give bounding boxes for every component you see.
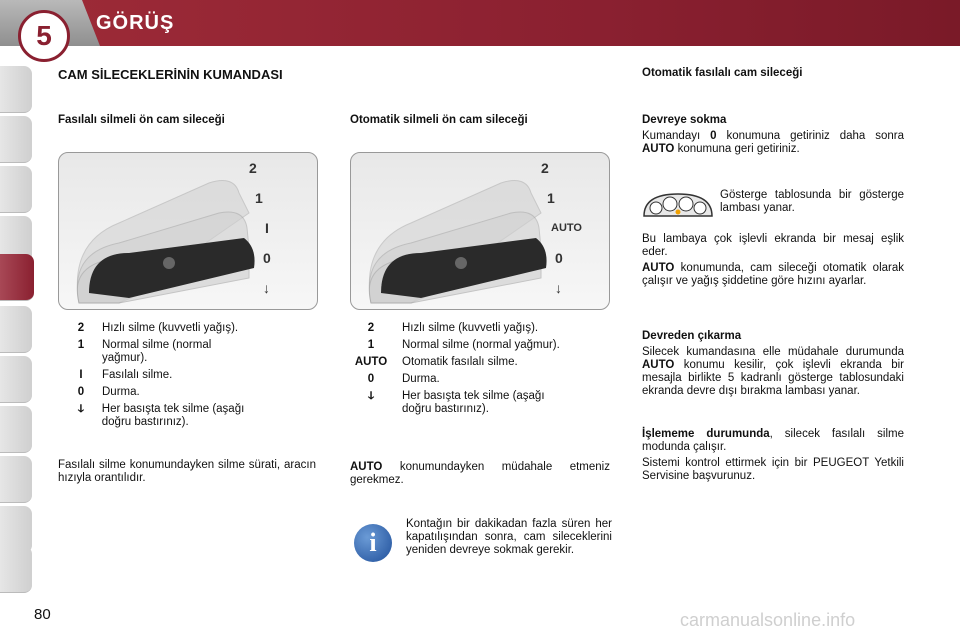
stalk-label: 0: [263, 250, 271, 266]
col3-heading: Otomatik fasılalı cam sileceği: [642, 67, 803, 79]
stalk-label: 0: [555, 250, 563, 266]
section-title: CAM SİLECEKLERİNİN KUMANDASI: [58, 67, 283, 82]
side-tab[interactable]: [0, 456, 32, 503]
legend-row: 2 Hızlı silme (kuvvetli yağış).: [77, 322, 239, 334]
stalk-label: I: [265, 220, 269, 236]
info-icon: i: [354, 524, 392, 562]
stalk-label: ↓: [555, 280, 562, 296]
legend-row: 1 Normal silme (normal yağmur).: [367, 339, 560, 351]
header-accent: [60, 0, 960, 46]
deactivation-heading: Devreden çıkarma: [642, 330, 742, 342]
legend-row: ↆ Her basışta tek silme (aşağı doğru bastırınız).: [77, 403, 245, 428]
watermark: carmanualsonline.info: [680, 610, 856, 630]
page-number: 80: [34, 606, 51, 623]
legend-row: 2 Hızlı silme (kuvvetli yağış).: [367, 322, 539, 334]
stalk-label: ↓: [263, 280, 270, 296]
chapter-number: 5: [18, 10, 70, 62]
legend-row: 1 Normal silme (normal yağmur).: [77, 339, 212, 364]
gauge-text: Gösterge tablosunda bir gösterge lambası yanar.: [720, 189, 904, 214]
col2-legend: [348, 322, 588, 420]
col1-legend: [70, 322, 270, 433]
legend-row: ↆ Her basışta tek silme (aşağı doğru bastırınız).: [367, 390, 545, 415]
col3-p5: İşlememe durumunda, silecek fasılalı silme modunda çalışır.: [642, 428, 904, 453]
col1-heading: Fasılalı silmeli ön cam sileceği: [58, 114, 225, 126]
wiper-stalk-image-1: [58, 152, 318, 310]
wiper-stalk-image-2: [350, 152, 610, 310]
legend-row: 0 Durma.: [367, 373, 440, 385]
instrument-cluster-icon: [642, 190, 714, 220]
stalk-label: AUTO: [551, 222, 582, 234]
info-note: Kontağın bir dakikadan fazla süren her kapatılışından sonra, cam sileceklerini yeniden devreye sokmak gerekir.: [406, 518, 612, 556]
activation-heading: Devreye sokma: [642, 114, 727, 126]
activation-text: Kumandayı 0 konumuna getiriniz daha sonra AUTO konumuna geri getiriniz.: [642, 130, 904, 155]
stalk-label: 2: [541, 160, 549, 176]
side-tab[interactable]: [0, 546, 32, 593]
col1-note: Fasılalı silme konumundayken silme sürati, aracın hızıyla orantılıdır.: [58, 459, 316, 484]
side-tab[interactable]: [0, 116, 32, 163]
col2-heading: Otomatik silmeli ön cam sileceği: [350, 114, 528, 126]
col3-p2: Bu lambaya çok işlevli ekranda bir mesaj eşlik eder.: [642, 233, 904, 258]
col2-note: AUTO konumundayken müdahale etmeniz gerekmez.: [350, 461, 610, 486]
side-tab-active[interactable]: [0, 254, 34, 301]
col3-p6: Sistemi kontrol ettirmek için bir PEUGEOT Yetkili Servisine başvurunuz.: [642, 457, 904, 482]
side-tab[interactable]: [0, 66, 32, 113]
stalk-label: 2: [249, 160, 257, 176]
stalk-label: 1: [255, 190, 263, 206]
col3-p3: AUTO konumunda, cam sileceği otomatik olarak çalışır ve yağış şiddetine göre hızını ayarlar.: [642, 262, 904, 287]
chapter-title: GÖRÜŞ: [96, 12, 175, 34]
col3-p4: Silecek kumandasına elle müdahale durumunda AUTO konumu kesilir, çok işlevli ekranda bir mesajla birlikte 5 kadranlı gösterge tablosundaki ekranda devre dışı bırakma lambası yanar.: [642, 346, 904, 397]
legend-row: I Fasılalı silme.: [79, 369, 173, 381]
legend-row: 0 Durma.: [77, 386, 140, 398]
side-tab[interactable]: [0, 406, 32, 453]
side-tab[interactable]: [0, 356, 32, 403]
side-tab[interactable]: [0, 306, 32, 353]
side-tab[interactable]: [0, 166, 32, 213]
stalk-label: 1: [547, 190, 555, 206]
legend-row: AUTO Otomatik fasılalı silme.: [354, 356, 518, 368]
